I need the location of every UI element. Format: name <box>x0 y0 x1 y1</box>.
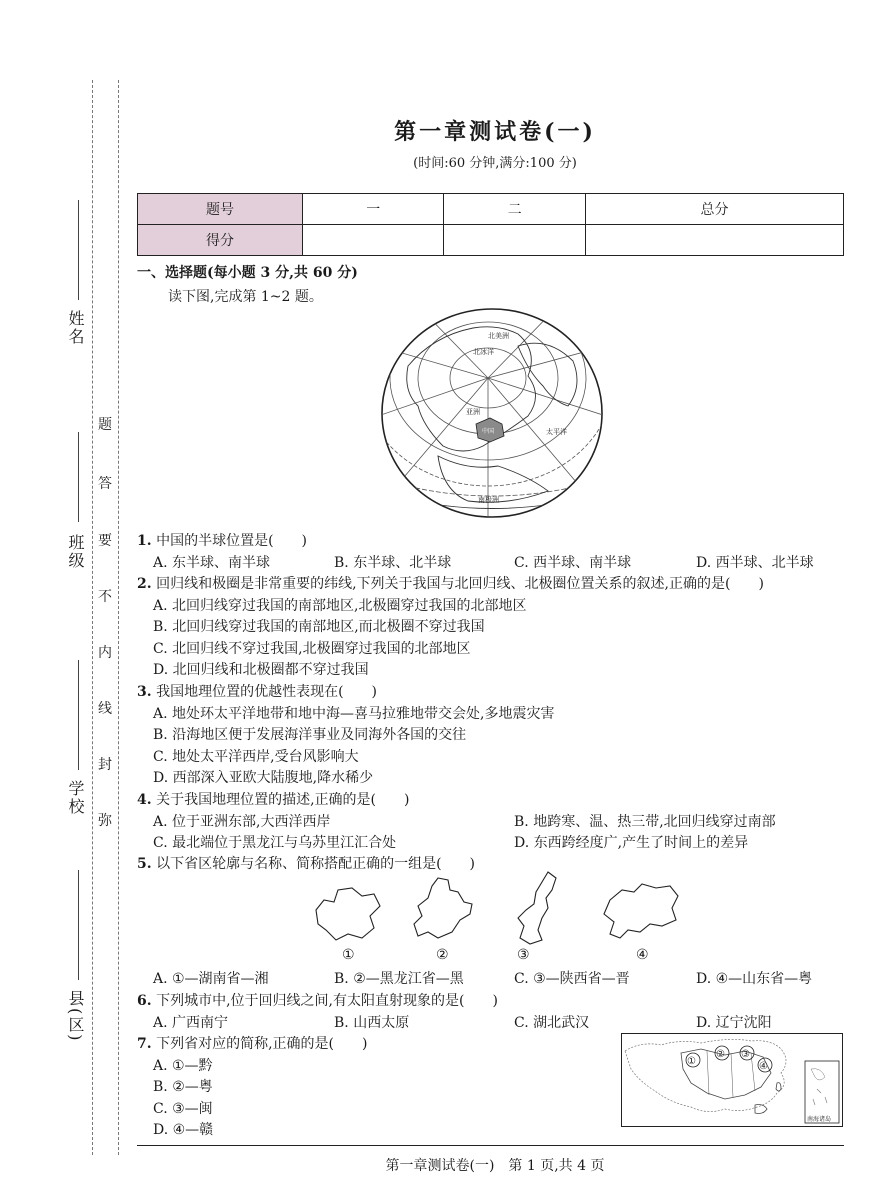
option[interactable]: C. 西半球、南半球 <box>514 555 632 571</box>
option[interactable]: A. 北回归线穿过我国的南部地区,北极圈穿过我国的北部地区 <box>153 598 527 614</box>
option[interactable]: D. 辽宁沈阳 <box>696 1015 772 1031</box>
class-underline <box>78 432 79 522</box>
shape-label: ② <box>436 947 449 963</box>
map-corner-label: 南海诸岛 <box>807 1116 832 1123</box>
option[interactable]: C. ③—闽 <box>153 1101 213 1117</box>
question-text: 我国地理位置的优越性表现在( ) <box>156 684 378 700</box>
question-7 <box>137 1033 367 1053</box>
score-table-cell: 总分 <box>585 194 843 225</box>
option[interactable]: B. 山西太原 <box>334 1015 410 1031</box>
map-label: ② <box>716 1049 725 1060</box>
option[interactable]: D. ④—山东省—粤 <box>696 971 813 987</box>
section-heading: 一、选择题(每小题 3 分,共 60 分) <box>137 265 358 281</box>
option[interactable]: A. ①—黔 <box>153 1058 213 1074</box>
option[interactable]: B. 地跨寒、温、热三带,北回归线穿过南部 <box>514 814 776 830</box>
question-4 <box>137 789 409 809</box>
question-text: 回归线和极圈是非常重要的纬线,下列关于我国与北回归线、北极圈位置关系的叙述,正确的是( ) <box>156 576 764 592</box>
option[interactable]: C. 北回归线不穿过我国,北极圈穿过我国的北部地区 <box>153 641 471 657</box>
option[interactable]: B. ②—黑龙江省—黑 <box>334 971 464 987</box>
school-underline <box>78 660 79 770</box>
seal-char: 答 <box>98 476 112 492</box>
seal-char: 不 <box>98 589 112 605</box>
page-subtitle: (时间:60 分钟,满分:100 分) <box>413 156 577 171</box>
score-table <box>137 193 844 256</box>
seal-char: 题 <box>98 417 112 433</box>
question-number: 6. <box>137 993 152 1009</box>
option[interactable]: D. 北回归线和北极圈都不穿过我国 <box>153 662 369 678</box>
map-label: ③ <box>741 1049 750 1060</box>
question-number: 7. <box>137 1036 152 1052</box>
option[interactable]: A. ①—湖南省—湘 <box>153 971 269 987</box>
question-text: 中国的半球位置是( ) <box>156 533 308 549</box>
globe-label: 太平洋 <box>546 428 567 436</box>
globe-label: 北美洲 <box>488 332 509 340</box>
option[interactable]: C. 地处太平洋西岸,受台风影响大 <box>153 749 359 765</box>
seal-char: 封 <box>98 757 112 773</box>
question-number: 4. <box>137 792 152 808</box>
shape-label: ③ <box>517 947 530 963</box>
question-number: 5. <box>137 856 152 872</box>
seal-char: 内 <box>98 645 112 661</box>
question-text: 以下省区轮廓与名称、简称搭配正确的一组是( ) <box>156 856 476 872</box>
shape-label: ① <box>342 947 355 963</box>
map-label: ④ <box>759 1061 768 1072</box>
option[interactable]: B. 东半球、北半球 <box>334 555 452 571</box>
score-table-cell: 题号 <box>138 194 303 225</box>
seal-char: 弥 <box>98 813 112 829</box>
question-5 <box>137 853 475 873</box>
score-table-cell: 二 <box>444 194 585 225</box>
option[interactable]: D. 东西跨经度广,产生了时间上的差异 <box>514 835 749 851</box>
map-label: ① <box>687 1056 696 1067</box>
score-table-row <box>138 225 844 256</box>
option[interactable]: A. 位于亚洲东部,大西洋西岸 <box>153 814 331 830</box>
option[interactable]: C. 湖北武汉 <box>514 1015 590 1031</box>
question-number: 3. <box>137 684 152 700</box>
question-number: 2. <box>137 576 152 592</box>
province-outline-2 <box>408 874 476 942</box>
score-table-cell: 得分 <box>138 225 303 256</box>
province-outline-3 <box>512 868 562 948</box>
question-text: 关于我国地理位置的描述,正确的是( ) <box>156 792 410 808</box>
name-underline <box>78 200 79 300</box>
option[interactable]: D. ④—赣 <box>153 1122 214 1138</box>
globe-label: 北冰洋 <box>473 348 494 356</box>
globe-label: 中国 <box>482 428 495 435</box>
question-text: 下列省对应的简称,正确的是( ) <box>156 1036 368 1052</box>
school-field-label: 学校 <box>66 780 85 816</box>
seal-char: 线 <box>98 701 112 717</box>
globe-label: 亚洲 <box>466 408 480 416</box>
section-intro: 读下图,完成第 1~2 题。 <box>168 289 323 305</box>
globe-label: 南极洲 <box>478 496 499 504</box>
class-field-label: 班级 <box>66 534 85 570</box>
option[interactable]: B. ②—粤 <box>153 1079 213 1095</box>
county-underline <box>78 870 79 980</box>
page-title: 第一章测试卷(一) <box>394 119 596 145</box>
shape-label: ④ <box>636 947 649 963</box>
question-text: 下列城市中,位于回归线之间,有太阳直射现象的是( ) <box>156 993 498 1009</box>
option[interactable]: D. 西部深入亚欧大陆腹地,降水稀少 <box>153 770 374 786</box>
option[interactable]: B. 沿海地区便于发展海洋事业及同海外各国的交往 <box>153 727 467 743</box>
score-input-cell[interactable] <box>444 225 585 256</box>
score-table-row <box>138 194 844 225</box>
option[interactable]: D. 西半球、北半球 <box>696 555 814 571</box>
option[interactable]: A. 地处环太平洋地带和地中海—喜马拉雅地带交会处,多地震灾害 <box>153 706 555 722</box>
seal-char: 要 <box>98 533 112 549</box>
binding-line-outer <box>92 80 93 1155</box>
question-6 <box>137 990 498 1010</box>
option[interactable]: A. 广西南宁 <box>153 1015 229 1031</box>
page-footer: 第一章测试卷(一) 第 1 页,共 4 页 <box>385 1158 605 1174</box>
name-field-label: 姓名 <box>66 310 85 346</box>
county-field-label: 县(区) <box>66 990 85 1043</box>
footer-divider <box>137 1145 844 1146</box>
option[interactable]: C. 最北端位于黑龙江与乌苏里江汇合处 <box>153 835 397 851</box>
option[interactable]: C. ③—陕西省—晋 <box>514 971 630 987</box>
globe-map-figure <box>378 306 606 520</box>
option[interactable]: B. 北回归线穿过我国的南部地区,而北极圈不穿过我国 <box>153 619 485 635</box>
option[interactable]: A. 东半球、南半球 <box>153 555 271 571</box>
question-1 <box>137 530 307 550</box>
province-outline-1 <box>312 882 384 944</box>
province-outline-4 <box>600 880 682 942</box>
question-3 <box>137 681 377 701</box>
question-number: 1. <box>137 533 152 549</box>
china-map-inset <box>621 1033 843 1127</box>
score-table-cell: 一 <box>303 194 444 225</box>
question-2 <box>137 573 764 593</box>
binding-line-inner <box>118 80 119 1155</box>
score-input-cell[interactable] <box>585 225 843 256</box>
score-input-cell[interactable] <box>303 225 444 256</box>
